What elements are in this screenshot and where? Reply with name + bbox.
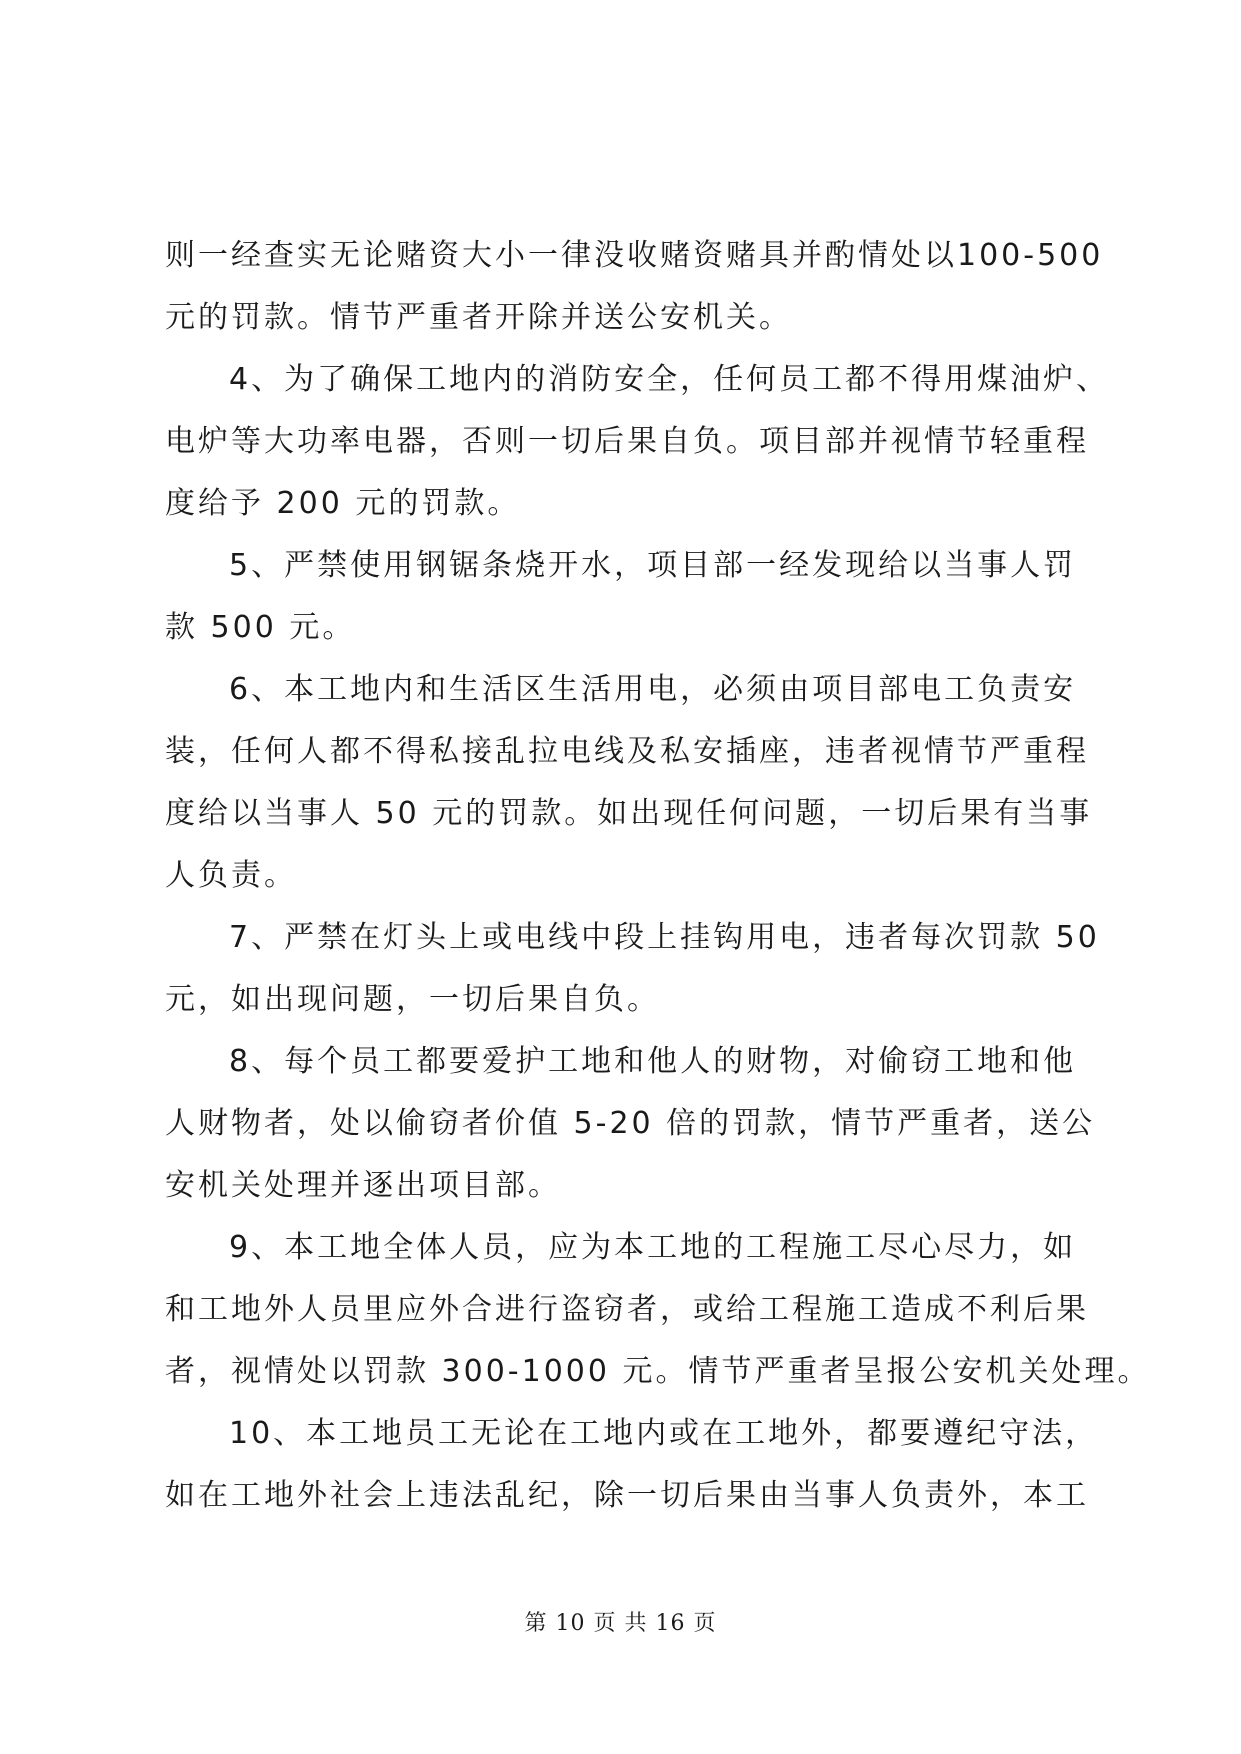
text-line: 装，任何人都不得私接乱拉电线及私安插座，违者视情节严重程: [165, 734, 1089, 769]
text-line: 如在工地外社会上违法乱纪，除一切后果由当事人负责外，本工: [165, 1478, 1089, 1513]
text-line: 6、本工地内和生活区生活用电，必须由项目部电工负责安: [229, 672, 1077, 707]
text-line: 人负责。: [165, 858, 297, 893]
text-line: 9、本工地全体人员，应为本工地的工程施工尽心尽力，如: [229, 1230, 1077, 1265]
text-line: 度给以当事人 50 元的罚款。如出现任何问题，一切后果有当事: [165, 796, 1093, 831]
text-line: 电炉等大功率电器，否则一切后果自负。项目部并视情节轻重程: [165, 424, 1089, 459]
text-line: 10、本工地员工无论在工地内或在工地外，都要遵纪守法，: [229, 1416, 1099, 1451]
page-footer: 第 10 页 共 16 页: [524, 1611, 717, 1636]
text-line: 元，如出现问题，一切后果自负。: [165, 982, 660, 1017]
text-line: 款 500 元。: [165, 610, 356, 645]
text-line: 安机关处理并逐出项目部。: [165, 1168, 561, 1203]
text-line: 则一经查实无论赌资大小一律没收赌资赌具并酌情处以100-500: [165, 238, 1104, 273]
text-line: 8、每个员工都要爱护工地和他人的财物，对偷窃工地和他: [229, 1044, 1077, 1079]
text-line: 者，视情处以罚款 300-1000 元。情节严重者呈报公安机关处理。: [165, 1354, 1151, 1389]
text-line: 5、严禁使用钢锯条烧开水，项目部一经发现给以当事人罚: [229, 548, 1077, 583]
text-line: 4、为了确保工地内的消防安全，任何员工都不得用煤油炉、: [229, 362, 1110, 397]
text-line: 7、严禁在灯头上或电线中段上挂钩用电，违者每次罚款 50: [229, 920, 1100, 955]
text-line: 度给予 200 元的罚款。: [165, 486, 521, 521]
text-line: 和工地外人员里应外合进行盗窃者，或给工程施工造成不利后果: [165, 1292, 1089, 1327]
text-line: 人财物者，处以偷窃者价值 5-20 倍的罚款，情节严重者，送公: [165, 1106, 1096, 1141]
document-body: [165, 225, 1151, 1527]
text-line: 元的罚款。情节严重者开除并送公安机关。: [165, 300, 792, 335]
